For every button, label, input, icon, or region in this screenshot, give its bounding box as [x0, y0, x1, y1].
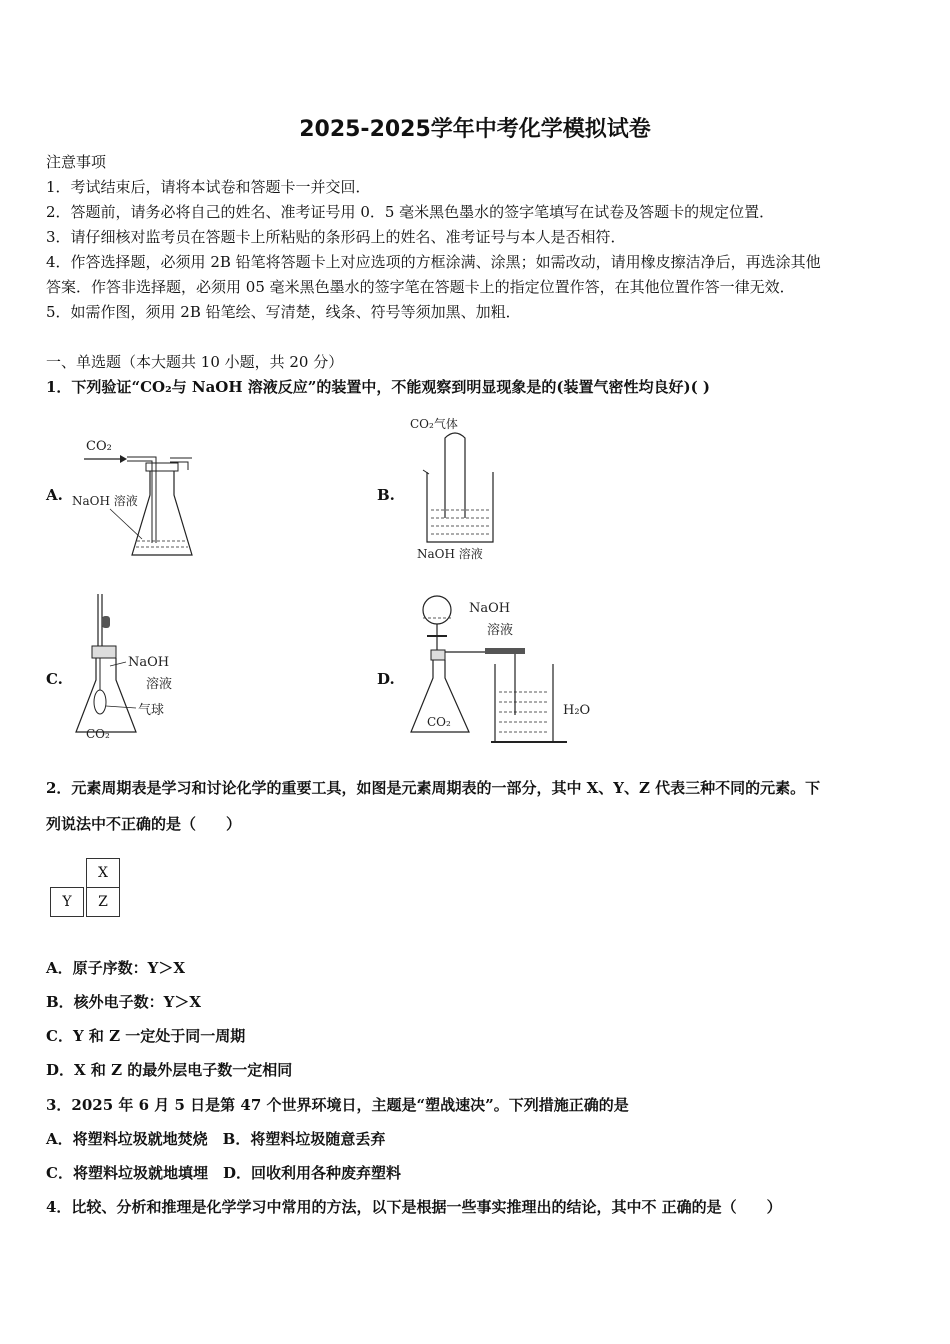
q2-option-b: B．核外电子数：Y＞X [46, 993, 202, 1011]
notice-item: 5．如需作图，须用 2B 铅笔绘、写清楚，线条、符号等须加黑、加粗． [46, 303, 521, 321]
fig-d-gas-label: CO₂ [427, 715, 451, 729]
fig-d-solution-label: 溶液 [487, 623, 514, 638]
fig-c-gas-label: CO₂ [86, 727, 110, 741]
fig-c-balloon-label: 气球 [138, 703, 165, 718]
fig-a-gas-label: CO₂ [86, 439, 112, 454]
q3-options-row-2: C．将塑料垃圾就地填埋 D．回收利用各种废弃塑料 [46, 1164, 401, 1182]
figure-c-balloon-flask [70, 590, 200, 750]
notice-item: 2．答题前，请务必将自己的姓名、准考证号用 0．5 毫米黑色墨水的签字笔填写在试卷及答题卡的规定位置． [46, 203, 775, 221]
notice-heading: 注意事项 [46, 153, 107, 171]
cell-x: X [86, 858, 120, 888]
figure-a-flask-apparatus [70, 425, 210, 565]
figure-b-test-tube-beaker [405, 410, 515, 570]
q1-option-a-label: A. [46, 486, 63, 504]
q2-option-a: A．原子序数：Y＞X [46, 959, 185, 977]
fig-b-gas-label: CO₂气体 [410, 417, 458, 431]
fig-c-solution-label: 溶液 [146, 677, 173, 692]
question-2-stem: 2．元素周期表是学习和讨论化学的重要工具，如图是元素周期表的一部分，其中 X、Y、Z 代表三种不同的元素。下 [46, 779, 821, 797]
section-heading: 一、单选题（本大题共 10 小题，共 20 分） [46, 353, 344, 371]
page-title: 2025-2025学年中考化学模拟试卷 [299, 117, 651, 142]
q3-options-row-1: A．将塑料垃圾就地焚烧 B．将塑料垃圾随意丢弃 [46, 1130, 386, 1148]
cell-y: Y [50, 887, 84, 917]
fig-d-naoh-label: NaOH [469, 601, 511, 616]
question-2-stem-cont: 列说法中不正确的是（ ） [46, 815, 242, 833]
q2-option-d: D．X 和 Z 的最外层电子数一定相同 [46, 1061, 293, 1079]
notice-item: 4．作答选择题，必须用 2B 铅笔将答题卡上对应选项的方框涂满、涂黑；如需改动，请用橡皮擦洁净后，再选涂其他 [46, 253, 821, 271]
fig-a-solution-label: NaOH 溶液 [72, 494, 138, 508]
notice-item: 3．请仔细核对监考员在答题卡上所粘贴的条形码上的姓名、准考证号与本人是否相符． [46, 228, 626, 246]
fig-c-naoh-label: NaOH [128, 655, 170, 670]
q1-option-d-label: D. [377, 670, 395, 688]
q1-option-b-label: B. [377, 486, 395, 504]
figure-d-funnel-flask-beaker [405, 590, 605, 750]
notice-item: 1．考试结束后，请将本试卷和答题卡一并交回． [46, 178, 371, 196]
question-1-stem: 1．下列验证“CO₂与 NaOH 溶液反应”的装置中，不能观察到明显现象是的(装置气密性均良好)( ) [46, 378, 710, 396]
q1-option-c-label: C. [46, 670, 63, 688]
fig-d-water-label: H₂O [563, 703, 591, 718]
q2-option-c: C．Y 和 Z 一定处于同一周期 [46, 1027, 246, 1045]
question-3-stem: 3．2025 年 6 月 5 日是第 47 个世界环境日，主题是“塑战速决”。下列措施正确的是 [46, 1096, 629, 1114]
notice-item: 答案．作答非选择题，必须用 05 毫米黑色墨水的签字笔在答题卡上的指定位置作答，在其他位置作答一律无效． [46, 278, 795, 296]
fig-b-solution-label: NaOH 溶液 [417, 547, 483, 561]
cell-z: Z [86, 887, 120, 917]
question-4-stem: 4．比较、分析和推理是化学学习中常用的方法，以下是根据一些事实推理出的结论，其中不 正确的是（ ） [46, 1198, 782, 1216]
